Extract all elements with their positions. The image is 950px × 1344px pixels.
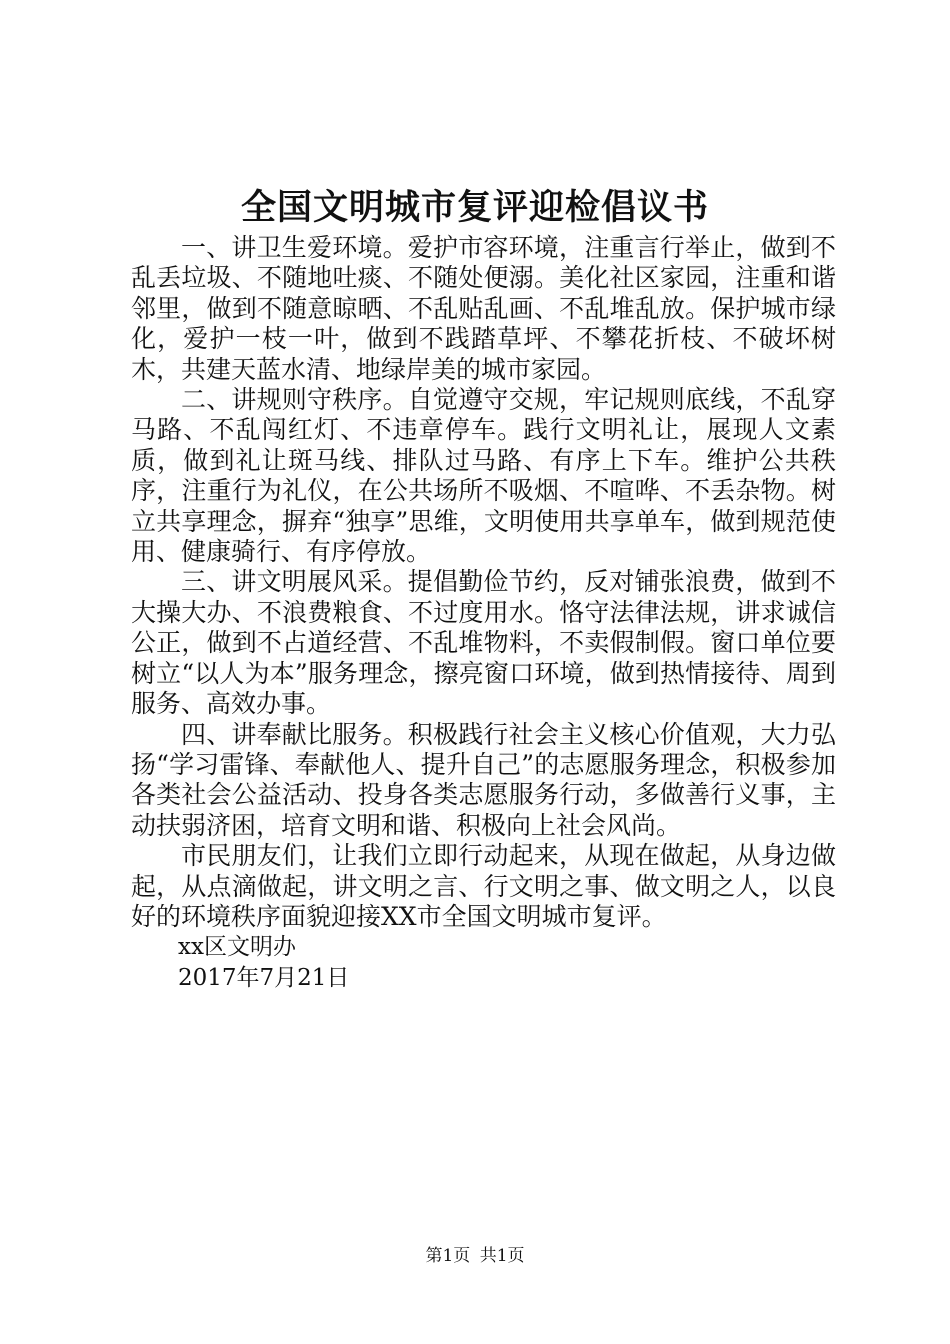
- paragraph-5: 市民朋友们，让我们立即行动起来，从现在做起，从身边做起，从点滴做起，讲文明之言、行文明之事、做文明之人，以良好的环境秩序面貌迎接XX市全国文明城市复评。: [131, 841, 836, 931]
- page-footer: [0, 1245, 950, 1267]
- document-body: [131, 233, 836, 993]
- signature-line: xx区文明办: [178, 934, 296, 961]
- page-total: 共1页: [479, 1246, 525, 1266]
- paragraph-1: 一、讲卫生爱环境。爱护市容环境，注重言行举止，做到不乱丢垃圾、不随地吐痰、不随处便溺。美化社区家园，注重和谐邻里，做到不随意晾晒、不乱贴乱画、不乱堆乱放。保护城市绿化，爱护一枝一叶，做到不践踏草坪、不攀花折枝、不破坏树木，共建天蓝水清、地绿岸美的城市家园。: [131, 233, 836, 384]
- date-line: 2017年7月21日: [178, 964, 350, 991]
- page-number: 第1页: [425, 1246, 471, 1266]
- paragraph-2: 二、讲规则守秩序。自觉遵守交规，牢记规则底线，不乱穿马路、不乱闯红灯、不违章停车。践行文明礼让，展现人文素质，做到礼让斑马线、排队过马路、有序上下车。维护公共秩序，注重行为礼仪，在公共场所不吸烟、不喧哗、不丢杂物。树立共享理念，摒弃“独享”思维，文明使用共享单车，做到规范使用、健康骑行、有序停放。: [131, 385, 836, 567]
- paragraph-3: 三、讲文明展风采。提倡勤俭节约，反对铺张浪费，做到不大操大办、不浪费粮食、不过度用水。恪守法律法规，讲求诚信公正，做到不占道经营、不乱堆物料，不卖假制假。窗口单位要树立“以人为本”服务理念，擦亮窗口环境，做到热情接待、周到服务、高效办事。: [131, 567, 836, 719]
- paragraph-4: 四、讲奉献比服务。积极践行社会主义核心价值观，大力弘扬“学习雷锋、奉献他人、提升自己”的志愿服务理念，积极参加各类社会公益活动、投身各类志愿服务行动，多做善行义事，主动扶弱济困，培育文明和谐、积极向上社会风尚。: [131, 719, 836, 840]
- document-title: 全国文明城市复评迎检倡议书: [240, 187, 709, 228]
